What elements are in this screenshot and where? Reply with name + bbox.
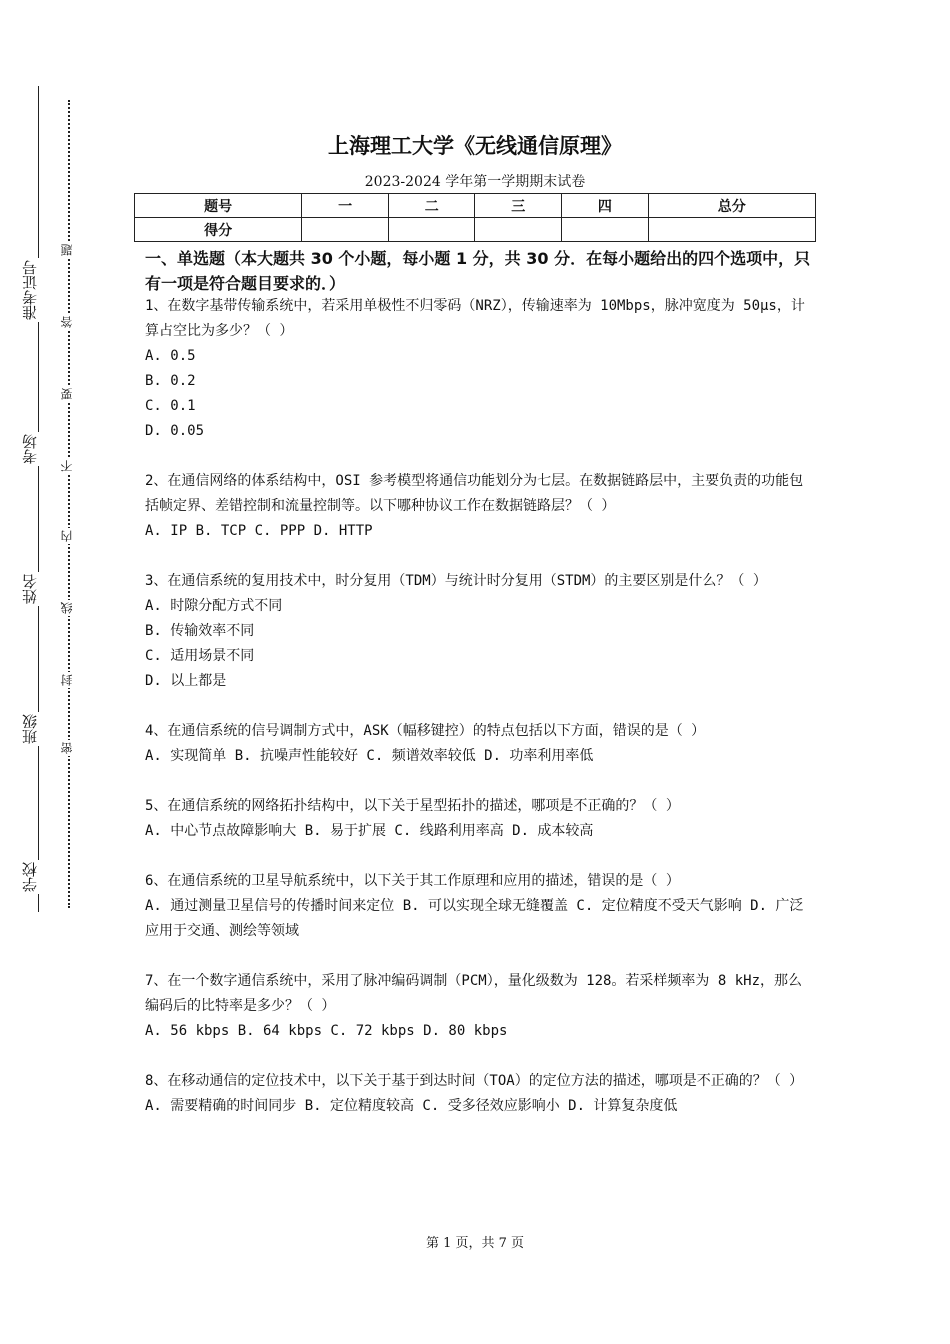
question-options: A. 56 kbps B. 64 kbps C. 72 kbps D. 80 kbps — [145, 1023, 508, 1039]
question-stem: 2、在通信网络的体系结构中，OSI 参考模型将通信功能划分为七层。在数据链路层中，主要负责的功能包括帧定界、差错控制和流量控制等。以下哪种协议工作在数据链路层？（ ） — [145, 473, 804, 514]
question-option: A. 时隙分配方式不同 — [145, 598, 283, 614]
binding-margin — [0, 0, 110, 1344]
exam-room-field-label: 考场 — [22, 432, 44, 466]
question-options: A. 中心节点故障影响大 B. 易于扩展 C. 线路利用率高 D. 成本较高 — [145, 823, 594, 839]
seal-note-char: 不 — [60, 460, 74, 472]
question-stem: 5、在通信系统的网络拓扑结构中，以下关于星型拓扑的描述，哪项是不正确的？（ ） — [145, 798, 680, 814]
question-option: C. 适用场景不同 — [145, 648, 255, 664]
seal-note-char: 答 — [60, 316, 74, 328]
binding-line — [38, 86, 39, 912]
seal-note-char: 密 — [60, 742, 74, 754]
seal-note-char: 题 — [60, 244, 74, 256]
score-cell — [388, 218, 475, 242]
question-options: A. 通过测量卫星信号的传播时间来定位 B. 可以实现全球无缝覆盖 C. 定位精度不受天气影响 D. 广泛应用于交通、测绘等领域 — [145, 898, 804, 939]
score-table-header-row — [135, 194, 816, 218]
question-list — [145, 294, 810, 1119]
question — [145, 569, 810, 694]
score-header-cell: 三 — [475, 194, 562, 218]
school-field-label: 学校 — [22, 860, 44, 894]
score-row-label: 得分 — [135, 218, 302, 242]
seal-dotted-line — [68, 100, 70, 908]
question — [145, 719, 810, 769]
question — [145, 469, 810, 544]
question — [145, 869, 810, 944]
class-field-label: 班级 — [22, 712, 44, 746]
score-header-cell: 总分 — [648, 194, 815, 218]
score-header-cell: 题号 — [135, 194, 302, 218]
score-table — [134, 193, 816, 242]
question-stem: 8、在移动通信的定位技术中，以下关于基于到达时间（TOA）的定位方法的描述，哪项是不正确的？（ ） — [145, 1073, 804, 1089]
question — [145, 294, 810, 444]
page-footer: 第 1 页，共 7 页 — [425, 1236, 525, 1251]
question-stem: 3、在通信系统的复用技术中，时分复用（TDM）与统计时分复用（STDM）的主要区别是什么？（ ） — [145, 573, 767, 589]
question-options: A. IP B. TCP C. PPP D. HTTP — [145, 523, 373, 539]
question — [145, 794, 810, 844]
question-option: D. 以上都是 — [145, 673, 227, 689]
question-options: A. 需要精确的时间同步 B. 定位精度较高 C. 受多径效应影响小 D. 计算复杂度低 — [145, 1098, 678, 1114]
score-header-cell: 二 — [388, 194, 475, 218]
question — [145, 969, 810, 1044]
score-cell — [302, 218, 389, 242]
score-cell — [475, 218, 562, 242]
question-option: D. 0.05 — [145, 423, 205, 439]
ticket-number-field-label: 准考证号 — [22, 258, 44, 322]
score-cell — [562, 218, 649, 242]
section-heading: 一、单选题（本大题共 30 个小题，每小题 1 分，共 30 分．在每小题给出的四个选项中，只有一项是符合题目要求的．） — [145, 249, 811, 293]
exam-title: 上海理工大学《无线通信原理》 — [328, 134, 622, 158]
question-stem: 7、在一个数字通信系统中，采用了脉冲编码调制（PCM），量化级数为 128。若采样频率为 8 kHz，那么编码后的比特率是多少？（ ） — [145, 973, 802, 1014]
exam-subtitle: 2023-2024 学年第一学期期末试卷 — [364, 174, 586, 190]
question-option: C. 0.1 — [145, 398, 196, 414]
name-field-label: 姓名 — [22, 572, 44, 606]
score-header-cell: 四 — [562, 194, 649, 218]
question-stem: 6、在通信系统的卫星导航系统中，以下关于其工作原理和应用的描述，错误的是（ ） — [145, 873, 680, 889]
seal-note-char: 要 — [60, 388, 74, 400]
seal-note-char: 内 — [60, 530, 74, 542]
question — [145, 1069, 810, 1119]
question-option: B. 传输效率不同 — [145, 623, 255, 639]
seal-note-char: 线 — [60, 602, 74, 614]
seal-note-char: 封 — [60, 674, 74, 686]
score-cell — [648, 218, 815, 242]
question-options: A. 实现简单 B. 抗噪声性能较好 C. 频谱效率较低 D. 功率利用率低 — [145, 748, 594, 764]
score-table-score-row — [135, 218, 816, 242]
question-stem: 4、在通信系统的信号调制方式中，ASK（幅移键控）的特点包括以下方面，错误的是（ ） — [145, 723, 706, 739]
question-option: B. 0.2 — [145, 373, 196, 389]
question-option: A. 0.5 — [145, 348, 196, 364]
question-stem: 1、在数字基带传输系统中，若采用单极性不归零码（NRZ），传输速率为 10Mbps，脉冲宽度为 50μs，计算占空比为多少？（ ） — [145, 298, 805, 339]
score-header-cell: 一 — [302, 194, 389, 218]
